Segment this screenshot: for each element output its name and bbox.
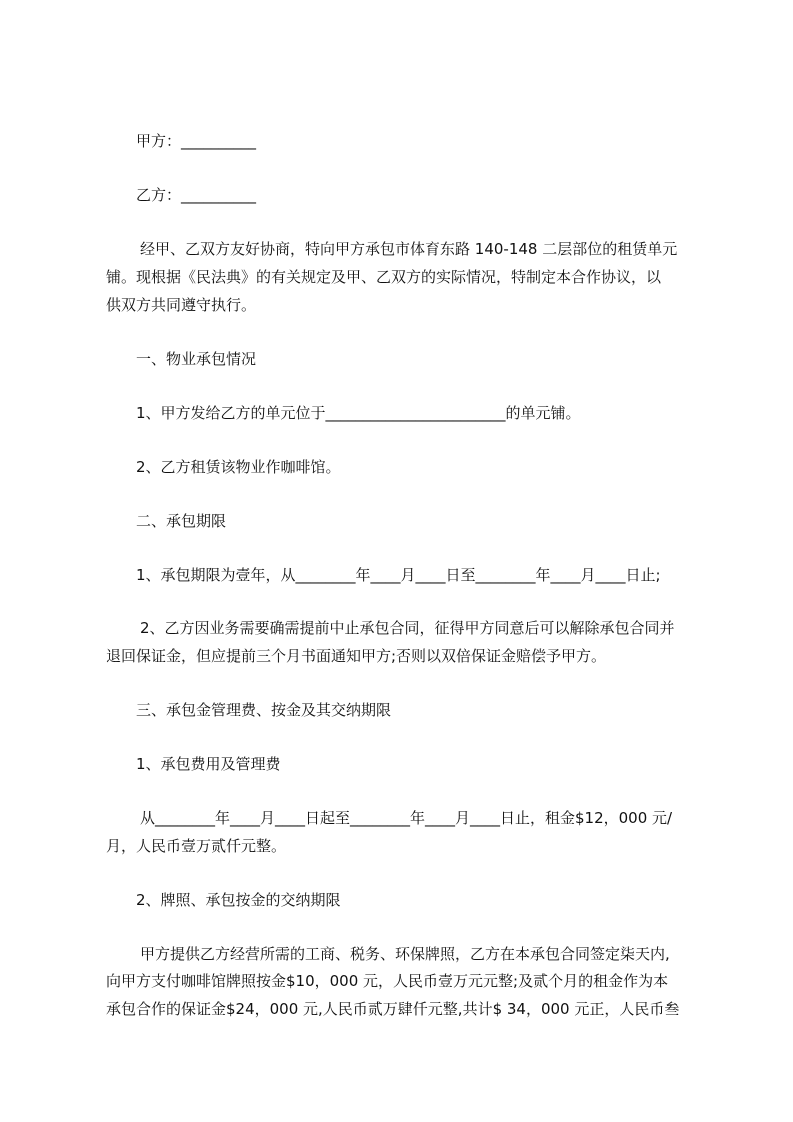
section-1-title: 一、物业承包情况 (136, 350, 257, 368)
section-2-item-2-line-1: 2、乙方因业务需要确需提前中止承包合同，征得甲方同意后可以解除承包合同并 (140, 619, 675, 637)
intro-line-2: 铺。现根据《民法典》的有关规定及甲、乙双方的实际情况，特制定本合作协议，以 (106, 268, 662, 286)
intro-line-3: 供双方共同遵守执行。 (106, 296, 257, 314)
section-3-sub-2-line-2: 向甲方支付咖啡馆牌照按金$10，000 元，人民币壹万元元整;及贰个月的租金作为本 (106, 972, 669, 990)
section-3-sub-2-title: 2、牌照、承包按金的交纳期限 (136, 891, 341, 909)
section-3-sub-2-line-3: 承包合作的保证金$24，000 元,人民币贰万肆仟元整,共计$ 34，000 元正，人民币叁 (106, 1000, 680, 1018)
section-2-title: 二、承包期限 (136, 512, 227, 530)
section-3-sub-2-line-1: 甲方提供乙方经营所需的工商、税务、环保牌照，乙方在本承包合同签定柒天内, (140, 945, 670, 963)
section-1-item-2: 2、乙方租赁该物业作咖啡馆。 (136, 458, 341, 476)
section-3-sub-1-line-2: 月，人民币壹万贰仟元整。 (106, 837, 287, 855)
section-3-title: 三、承包金管理费、按金及其交纳期限 (136, 701, 392, 719)
section-1-item-1: 1、甲方发给乙方的单元位于________________________的单元铺。 (136, 404, 581, 422)
intro-line-1: 经甲、乙双方友好协商，特向甲方承包市体育东路 140-148 二层部位的租赁单元 (140, 240, 678, 258)
section-2-item-2-line-2: 退回保证金，但应提前三个月书面通知甲方;否则以双倍保证金赔偿予甲方。 (106, 647, 607, 665)
section-3-sub-1-line-1: 从________年____月____日起至________年____月____日止，租金$12，000 元/ (140, 809, 673, 827)
section-2-item-1: 1、承包期限为壹年，从________年____月____日至________年____月____日止; (136, 566, 661, 584)
party-a-line: 甲方：__________ (136, 132, 257, 150)
section-3-sub-1-title: 1、承包费用及管理费 (136, 755, 281, 773)
party-b-line: 乙方：__________ (136, 186, 257, 204)
